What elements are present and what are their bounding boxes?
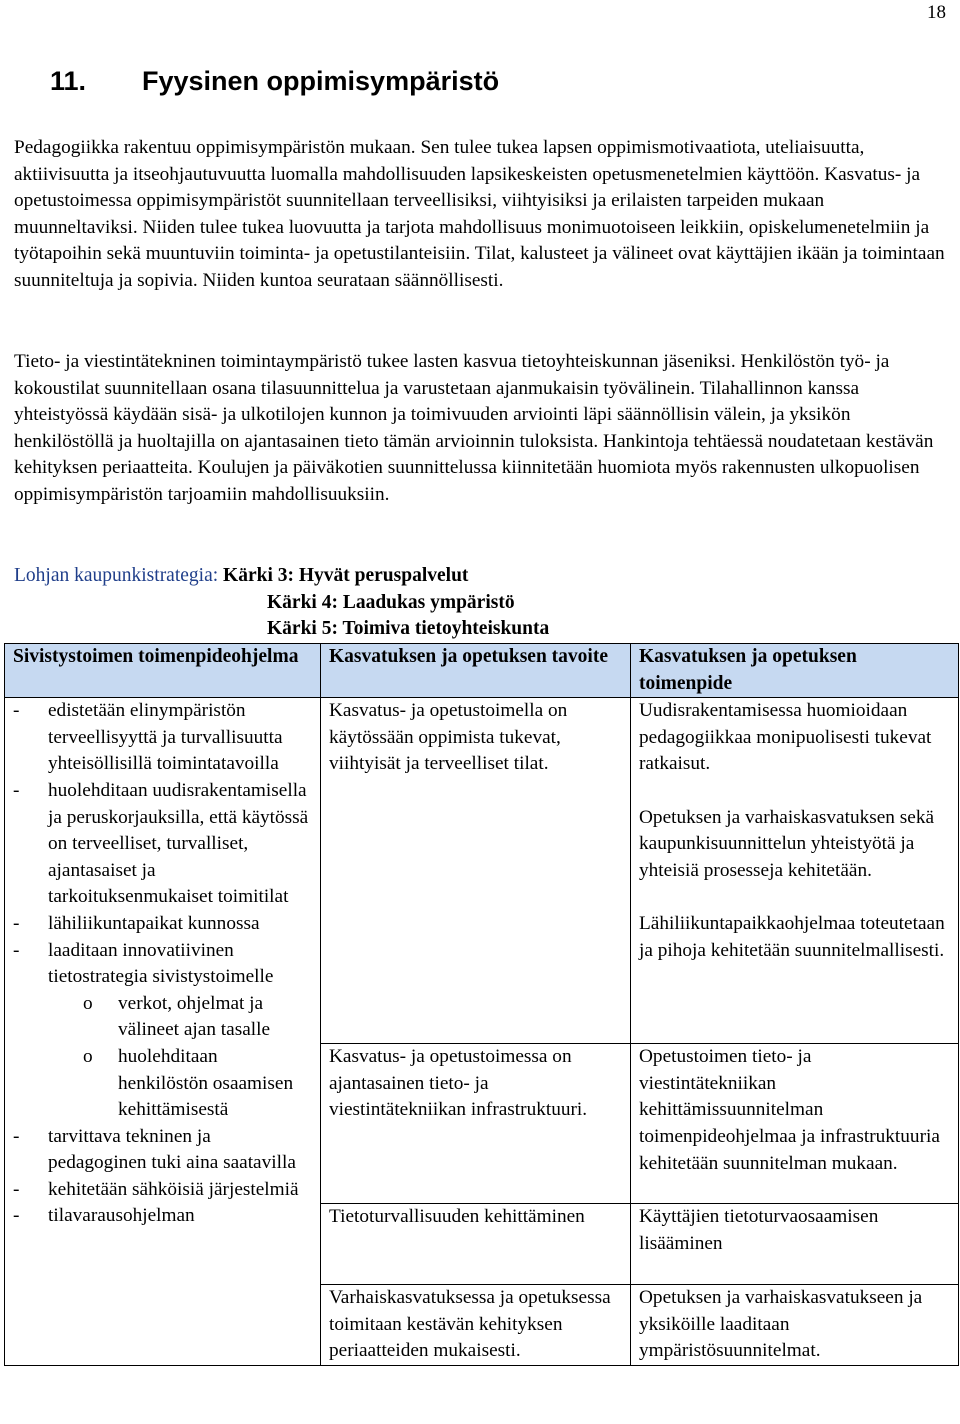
action-cell: Opetuksen ja varhaiskasvatukseen ja yksiköille laaditaan ympäristösuunnitelmat. bbox=[631, 1285, 959, 1366]
goal-cell: Kasvatus- ja opetustoimessa on ajantasainen tieto- ja viestintätekniikan infrastruktuuri. bbox=[321, 1044, 631, 1204]
action-plan-table bbox=[4, 643, 959, 1366]
action-text: Lähiliikuntapaikkaohjelmaa toteutetaan ja pihoja kehitetään suunnitelmallisesti. bbox=[639, 912, 945, 961]
list-item: - huolehditaan uudisrakentamisella ja peruskorjauksilla, että käytössä on terveelliset, turvalliset, ajantasaiset ja tarkoituksenmukaiset toimitilat bbox=[13, 778, 312, 911]
action-text: Opetuksen ja varhaiskasvatuksen sekä kaupunkisuunnittelun yhteistyötä ja yhteisiä prosesseja kehitetään. bbox=[639, 806, 935, 881]
sub-list-item: o verkot, ohjelmat ja välineet ajan tasalle bbox=[48, 991, 312, 1044]
section-title: Fyysinen oppimisympäristö bbox=[142, 66, 500, 96]
table-row bbox=[5, 698, 959, 1044]
list-item: - edistetään elinympäristön terveellisyyttä ja turvallisuutta yhteisöllisillä toimintatavoilla bbox=[13, 698, 312, 778]
action-cell bbox=[631, 698, 959, 1044]
program-list bbox=[13, 698, 312, 1230]
list-item: - laaditaan innovatiivinen tietostrategia sivistystoimelle o verkot, ohjelmat ja välineet ajan tasalle o huolehditaan henkilöstön osaamisen kehittämisestä bbox=[13, 938, 312, 1124]
list-item: - lähiliikuntapaikat kunnossa bbox=[13, 911, 312, 938]
program-cell bbox=[5, 698, 321, 1366]
list-item: - tarvittava tekninen ja pedagoginen tuki aina saatavilla bbox=[13, 1124, 312, 1177]
sub-list-item: o huolehditaan henkilöstön osaamisen kehittämisestä bbox=[48, 1044, 312, 1124]
city-strategy: Lohjan kaupunkistrategia: Kärki 3: Hyvät peruspalvelut Kärki 4: Laadukas ympäristö Kärki 5: Toimiva tietoyhteiskunta bbox=[14, 565, 550, 640]
section-number: 11. bbox=[50, 66, 87, 96]
table-header-row bbox=[5, 644, 959, 698]
paragraph-pedagogy: Pedagogiikka rakentuu oppimisympäristön mukaan. Sen tulee tukea lapsen oppimismotivaatiota, uteliaisuutta, aktiivisuutta ja itseohjautuvuutta luomalla mahdollisuuden lapsikeskeisten opetusmenetelmien käyttöön. Kasvatus- ja opetustoimessa oppimisympäristöt suunnitellaan terveellisiksi, viihtyisiksi ja erilaisten tarpeiden mukaan muunneltaviksi. Niiden tulee tukea luovuutta ja tarjota mahdollisuus monimuotoiseen leikkiin, opiskelumenetelmiin ja työtapoihin sekä muuntuviin toiminta- ja opetustilanteisiin. Tilat, kalusteet ja välineet ovat käyttäjien ikään ja toimintaan suunniteltuja ja sopivia. Niiden kuntoa seurataan säännöllisesti. bbox=[14, 137, 945, 291]
paragraph-ict-environment: Tieto- ja viestintätekninen toimintaympäristö tukee lasten kasvua tietoyhteiskunnan jäseniksi. Henkilöstön työ- ja kokoustilat suunnitellaan osana tilasuunnittelua ja varustetaan ajanmukaisin työvälinein. Tilahallinnon kanssa yhteistyössä käydään sisä- ja ulkotilojen kunnon ja toimivuuden arviointi läpi säännöllisin välein, ja yksikön henkilöstöllä ja huoltajilla on ajantasainen tieto tämän arvioinnin tuloksista. Hankintoja tehtäessä noudatetaan kestävän kehityksen periaatteita. Koulujen ja päiväkotien suunnittelussa kiinnitetään huomiota myös rakennusten ulkopuolisen oppimisympäristön tarjoamiin mahdollisuuksiin. bbox=[14, 351, 934, 505]
action-cell: Opetustoimen tieto- ja viestintätekniikan kehittämissuunnitelman toimenpideohjelmaa ja infrastruktuuria kehitetään suunnitelman mukaan. bbox=[631, 1044, 959, 1204]
strategy-item: Kärki 5: Toimiva tietoyhteiskunta bbox=[267, 618, 550, 640]
goal-cell: Varhaiskasvatuksessa ja opetuksessa toimitaan kestävän kehityksen periaatteiden mukaisesti. bbox=[321, 1285, 631, 1366]
strategy-item: Kärki 4: Laadukas ympäristö bbox=[267, 591, 515, 613]
header-program: Sivistystoimen toimenpideohjelma bbox=[5, 644, 321, 698]
strategy-label: Lohjan kaupunkistrategia bbox=[14, 565, 213, 586]
goal-cell: Kasvatus- ja opetustoimella on käytössään oppimista tukevat, viihtyisät ja terveelliset tilat. bbox=[321, 698, 631, 1044]
list-item: - kehitetään sähköisiä järjestelmiä bbox=[13, 1177, 312, 1204]
goal-cell: Tietoturvallisuuden kehittäminen bbox=[321, 1204, 631, 1285]
section-heading bbox=[50, 66, 499, 97]
action-text: Uudisrakentamisessa huomioidaan pedagogiikkaa monipuolisesti tukevat ratkaisut. bbox=[639, 700, 932, 775]
header-action: Kasvatuksen ja opetuksen toimenpide bbox=[631, 644, 959, 698]
page-number: 18 bbox=[927, 2, 946, 23]
strategy-item: Kärki 3: Hyvät peruspalvelut bbox=[223, 565, 469, 586]
header-goal: Kasvatuksen ja opetuksen tavoite bbox=[321, 644, 631, 698]
sub-list bbox=[48, 991, 312, 1124]
list-item: - tilavarausohjelman bbox=[13, 1203, 312, 1230]
action-cell: Käyttäjien tietoturvaosaamisen lisääminen bbox=[631, 1204, 959, 1285]
